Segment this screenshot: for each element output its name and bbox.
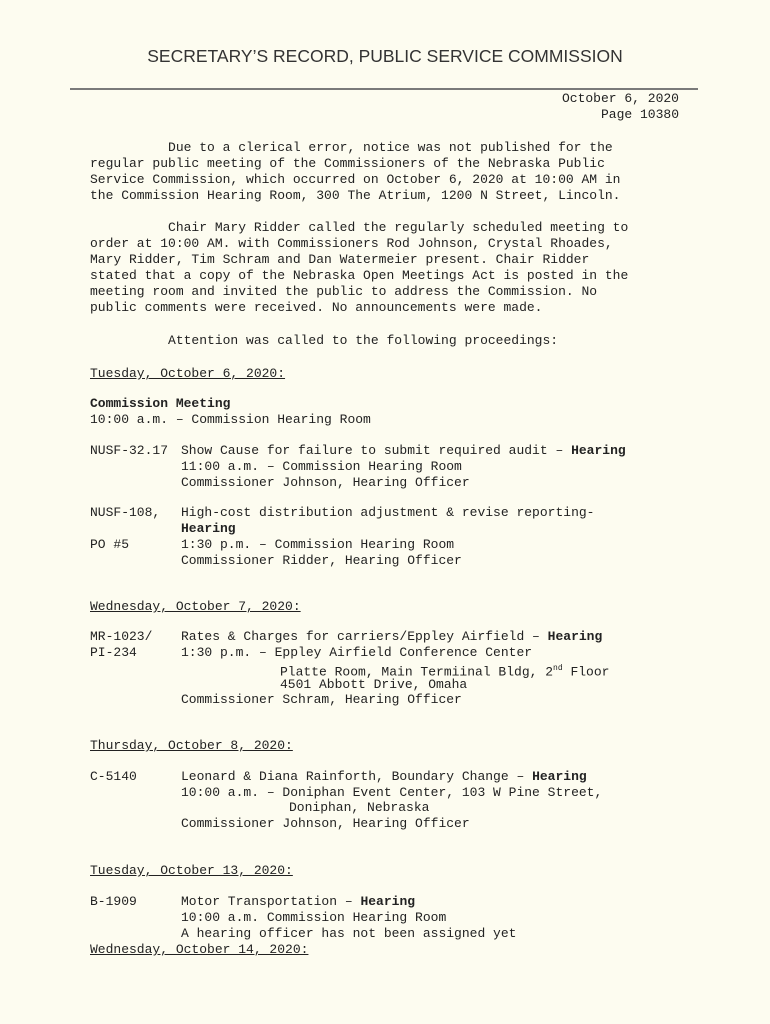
docket-description: Leonard & Diana Rainforth, Boundary Change – Hearing [181, 769, 587, 784]
docket-code-secondary: PO #5 [90, 537, 130, 552]
intro-paragraph-notice: Due to a clerical error, notice was not published for the regular public meeting of the Commissioners of the Nebraska Public Service Commission, which occurred on October 6, 2020 at 10:00 AM in the Commission Hearing Room, 300 The Atrium, 1200 N Street, Lincoln. [90, 140, 621, 203]
docket-hearing-officer: Commissioner Schram, Hearing Officer [181, 692, 462, 707]
docket-description: High-cost distribution adjustment & revise reporting- [181, 505, 595, 520]
docket-time-location: 10:00 a.m. – Doniphan Event Center, 103 W Pine Street, [181, 785, 603, 800]
docket-hearing-tag: Hearing [181, 521, 236, 536]
docket-code: C-5140 [90, 769, 137, 784]
day-heading-oct-6: Tuesday, October 6, 2020: [90, 366, 286, 381]
docket-hearing-officer: Commissioner Johnson, Hearing Officer [181, 816, 470, 831]
intro-paragraph-call-to-order: Chair Mary Ridder called the regularly scheduled meeting to order at 10:00 AM. with Commissioners Rod Johnson, Crystal Rhoades, Mary Ridder, Tim Schram and Dan Watermeier present. Chair Ridder stated that a copy of the Nebraska Open Meetings Act is posted in the meeting room and invited the public to address the Commission. No public comments were received. No announcements were made. [90, 220, 629, 315]
day-heading-oct-7: Wednesday, October 7, 2020: [90, 599, 301, 614]
docket-venue-room: Platte Room, Main Termiinal Bldg, 2nd Floor [280, 664, 610, 680]
intro-paragraph-proceedings: Attention was called to the following proceedings: [90, 333, 559, 348]
docket-description: Motor Transportation – Hearing [181, 894, 416, 909]
docket-hearing-officer: A hearing officer has not been assigned yet [181, 926, 517, 941]
document-title: SECRETARY’S RECORD, PUBLIC SERVICE COMMISSION [147, 46, 623, 66]
docket-venue-address: 4501 Abbott Drive, Omaha [280, 677, 468, 692]
docket-code: NUSF-32.17 [90, 443, 169, 458]
docket-hearing-officer: Commissioner Ridder, Hearing Officer [181, 553, 462, 568]
docket-code-secondary: PI-234 [90, 645, 137, 660]
commission-meeting-title: Commission Meeting [90, 396, 231, 411]
page-number: Page 10380 [600, 107, 679, 122]
docket-description: Rates & Charges for carriers/Eppley Airfield – Hearing [181, 629, 603, 644]
docket-time-location: 10:00 a.m. Commission Hearing Room [181, 910, 447, 925]
docket-time-location: 1:30 p.m. – Eppley Airfield Conference Center [181, 645, 533, 660]
commission-meeting-time: 10:00 a.m. – Commission Hearing Room [90, 412, 371, 427]
docket-code: NUSF-108, [90, 505, 161, 520]
day-heading-oct-14: Wednesday, October 14, 2020: [90, 942, 309, 957]
docket-description: Show Cause for failure to submit required audit – Hearing [181, 443, 626, 458]
docket-venue-city: Doniphan, Nebraska [289, 800, 430, 815]
header-rule [70, 88, 698, 90]
day-heading-oct-13: Tuesday, October 13, 2020: [90, 863, 293, 878]
docket-code: MR-1023/ [90, 629, 153, 644]
docket-time-location: 1:30 p.m. – Commission Hearing Room [181, 537, 455, 552]
docket-hearing-officer: Commissioner Johnson, Hearing Officer [181, 475, 470, 490]
docket-code: B-1909 [90, 894, 137, 909]
docket-time-location: 11:00 a.m. – Commission Hearing Room [181, 459, 462, 474]
day-heading-oct-8: Thursday, October 8, 2020: [90, 738, 293, 753]
record-date: October 6, 2020 [561, 91, 679, 106]
